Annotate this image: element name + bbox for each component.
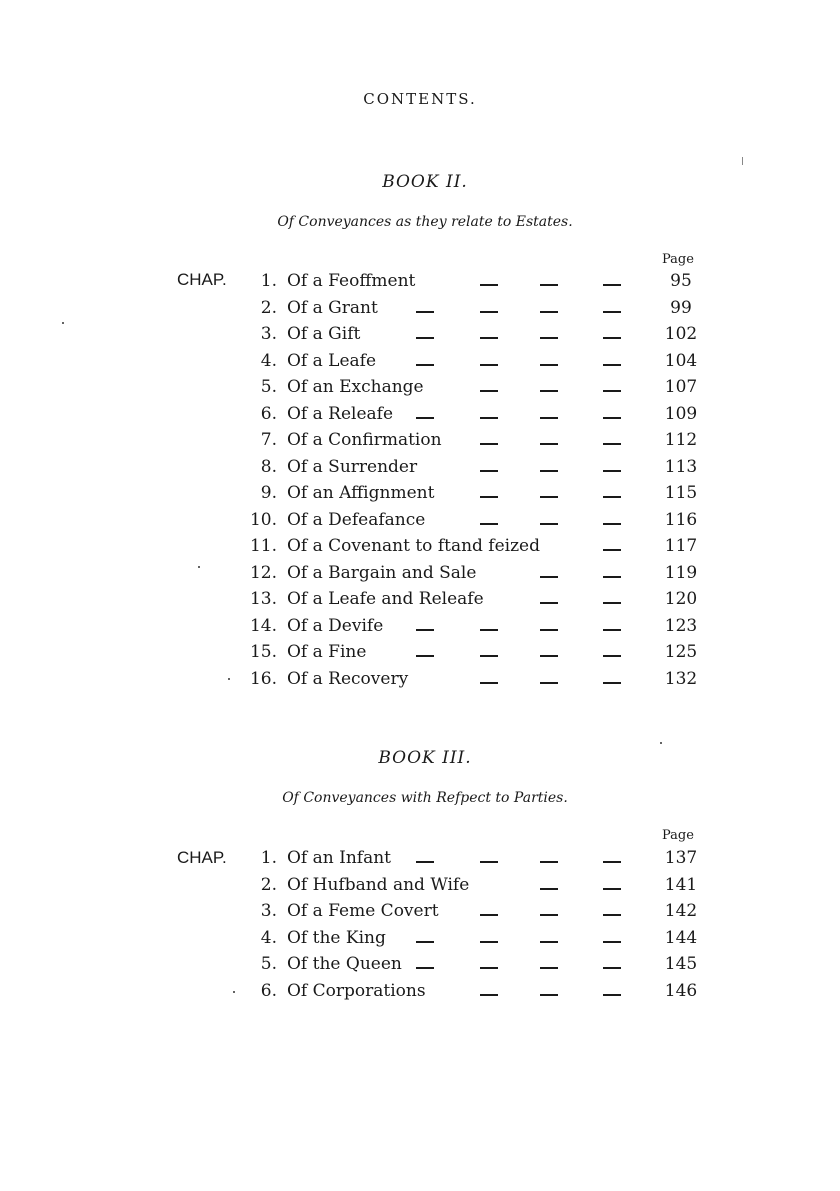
- chapter-title: Of an Exchange: [287, 377, 424, 397]
- leader-dash: [540, 390, 558, 392]
- chapter-page-number: 132: [664, 668, 698, 689]
- leader-dash: [540, 311, 558, 313]
- leader-dash: [480, 496, 498, 498]
- chapter-number: 2.: [260, 297, 277, 318]
- chap-label: CHAP.: [177, 848, 227, 867]
- leader-dash: [540, 655, 558, 657]
- chapter-number: 5.: [260, 954, 277, 974]
- chapter-title: Of a Gift: [287, 324, 361, 344]
- leader-dash: [480, 861, 498, 863]
- toc-entry: [0, 848, 840, 875]
- toc-entry: [0, 589, 840, 616]
- leader-dash: [480, 941, 498, 943]
- chapter-title: Of a Feme Covert: [287, 901, 439, 921]
- chapter-title: Of a Recovery: [287, 668, 409, 689]
- leader-dash: [603, 496, 621, 498]
- leader-dash: [540, 364, 558, 366]
- toc-entry: [0, 324, 840, 351]
- book-2-chapter-list: [0, 271, 840, 695]
- chapter-page-number: 146: [664, 980, 698, 1001]
- leader-dash: [480, 629, 498, 631]
- chapter-page-number: 109: [664, 403, 698, 424]
- toc-entry: [0, 377, 840, 404]
- book-title: BOOK II.: [382, 172, 468, 192]
- page-edge-mark: [742, 157, 743, 165]
- leader-dash: [603, 655, 621, 657]
- leader-dash: [540, 284, 558, 286]
- leader-dash: [540, 888, 558, 890]
- chapter-title: Of the Queen: [287, 954, 402, 974]
- leader-dash: [603, 682, 621, 684]
- chapter-number: 9.: [260, 483, 277, 503]
- leader-dash: [416, 311, 434, 313]
- leader-dash: [416, 941, 434, 943]
- leader-dash: [416, 337, 434, 339]
- print-speck: [660, 742, 662, 744]
- chapter-number: 6.: [260, 980, 277, 1001]
- print-speck: [233, 991, 235, 993]
- leader-dash: [603, 602, 621, 604]
- chapter-page-number: 113: [664, 456, 698, 477]
- chapter-number: 10.: [249, 509, 277, 530]
- chapter-number: 7.: [260, 430, 277, 450]
- chapter-page-number: 125: [664, 642, 698, 662]
- leader-dash: [480, 417, 498, 419]
- chapter-page-number: 99: [670, 297, 692, 318]
- chapter-title: Of the King: [287, 927, 386, 948]
- leader-dash: [480, 443, 498, 445]
- chapter-page-number: 117: [664, 536, 698, 556]
- chapter-number: 1.: [260, 271, 277, 291]
- chapter-page-number: 120: [664, 589, 698, 609]
- chapter-number: 15.: [249, 642, 277, 662]
- toc-entry: [0, 642, 840, 669]
- toc-entry: [0, 510, 840, 537]
- chapter-number: 13.: [249, 589, 277, 609]
- page-column-label: Page: [662, 828, 694, 843]
- toc-entry: [0, 669, 840, 696]
- chapter-title: Of a Releafe: [287, 403, 394, 424]
- leader-dash: [603, 549, 621, 551]
- leader-dash: [540, 629, 558, 631]
- leader-dash: [540, 861, 558, 863]
- leader-dash: [416, 629, 434, 631]
- toc-entry: [0, 875, 840, 902]
- book-title: BOOK III.: [378, 748, 472, 768]
- chapter-page-number: 112: [664, 430, 698, 450]
- leader-dash: [480, 390, 498, 392]
- chapter-title: Of an Infant: [287, 848, 391, 868]
- leader-dash: [603, 337, 621, 339]
- print-speck: [228, 678, 230, 680]
- toc-entry: [0, 954, 840, 981]
- toc-entry: [0, 351, 840, 378]
- leader-dash: [540, 576, 558, 578]
- chapter-page-number: 102: [664, 324, 698, 344]
- chapter-title: Of a Devife: [287, 615, 384, 636]
- leader-dash: [480, 994, 498, 996]
- chapter-number: 11.: [249, 536, 277, 556]
- leader-dash: [480, 682, 498, 684]
- leader-dash: [480, 284, 498, 286]
- leader-dash: [603, 967, 621, 969]
- toc-entry: [0, 981, 840, 1008]
- leader-dash: [540, 337, 558, 339]
- leader-dash: [603, 364, 621, 366]
- leader-dash: [540, 941, 558, 943]
- chapter-page-number: 137: [664, 848, 698, 868]
- chapter-page-number: 104: [664, 350, 698, 371]
- leader-dash: [480, 337, 498, 339]
- leader-dash: [540, 914, 558, 916]
- leader-dash: [540, 602, 558, 604]
- toc-entry: [0, 901, 840, 928]
- book-2-header: [0, 172, 840, 230]
- leader-dash: [603, 311, 621, 313]
- chapter-number: 12.: [249, 562, 277, 583]
- book-subtitle: Of Conveyances with Refpect to Parties.: [282, 790, 568, 806]
- chapter-number: 3.: [260, 901, 277, 921]
- chapter-page-number: 123: [664, 615, 698, 636]
- chap-label: CHAP.: [177, 270, 227, 289]
- chapter-number: 16.: [249, 668, 277, 689]
- leader-dash: [603, 443, 621, 445]
- chapter-number: 3.: [260, 324, 277, 344]
- chapter-title: Of a Covenant to ftand feized: [287, 536, 540, 556]
- leader-dash: [480, 655, 498, 657]
- toc-entry: [0, 928, 840, 955]
- chapter-number: 8.: [260, 456, 277, 477]
- leader-dash: [603, 629, 621, 631]
- chapter-title: Of an Affignment: [287, 483, 435, 503]
- toc-entry: [0, 404, 840, 431]
- leader-dash: [480, 311, 498, 313]
- chapter-page-number: 141: [664, 874, 698, 895]
- toc-entry: [0, 536, 840, 563]
- print-speck: [62, 322, 64, 324]
- toc-entry: [0, 563, 840, 590]
- leader-dash: [480, 523, 498, 525]
- chapter-page-number: 116: [664, 509, 698, 530]
- chapter-title: Of a Confirmation: [287, 430, 442, 450]
- leader-dash: [480, 967, 498, 969]
- chapter-title: Of a Fine: [287, 642, 367, 662]
- leader-dash: [416, 967, 434, 969]
- print-speck: [198, 566, 200, 568]
- leader-dash: [416, 861, 434, 863]
- leader-dash: [603, 470, 621, 472]
- leader-dash: [540, 967, 558, 969]
- book-3-header: [0, 748, 840, 806]
- chapter-page-number: 115: [664, 483, 698, 503]
- chapter-number: 2.: [260, 874, 277, 895]
- leader-dash: [540, 443, 558, 445]
- chapter-page-number: 142: [664, 901, 698, 921]
- leader-dash: [540, 417, 558, 419]
- leader-dash: [603, 284, 621, 286]
- toc-entry: [0, 483, 840, 510]
- leader-dash: [480, 364, 498, 366]
- leader-dash: [540, 523, 558, 525]
- leader-dash: [603, 417, 621, 419]
- leader-dash: [416, 364, 434, 366]
- leader-dash: [416, 417, 434, 419]
- chapter-title: Of a Leafe: [287, 350, 377, 371]
- leader-dash: [603, 941, 621, 943]
- toc-entry: [0, 298, 840, 325]
- leader-dash: [603, 914, 621, 916]
- toc-entry: [0, 430, 840, 457]
- leader-dash: [540, 682, 558, 684]
- leader-dash: [603, 861, 621, 863]
- toc-entry: [0, 271, 840, 298]
- chapter-page-number: 95: [670, 271, 692, 291]
- book-subtitle: Of Conveyances as they relate to Estates.: [277, 214, 573, 230]
- leader-dash: [540, 470, 558, 472]
- chapter-title: Of a Grant: [287, 297, 378, 318]
- leader-dash: [480, 470, 498, 472]
- chapter-number: 5.: [260, 377, 277, 397]
- chapter-title: Of a Feoffment: [287, 271, 416, 291]
- leader-dash: [603, 888, 621, 890]
- chapter-title: Of a Leafe and Releafe: [287, 589, 484, 609]
- chapter-page-number: 119: [664, 562, 698, 583]
- chapter-number: 4.: [260, 927, 277, 948]
- leader-dash: [603, 576, 621, 578]
- chapter-number: 14.: [249, 615, 277, 636]
- page-title: CONTENTS.: [363, 90, 477, 108]
- chapter-page-number: 107: [664, 377, 698, 397]
- chapter-page-number: 145: [664, 954, 698, 974]
- chapter-number: 4.: [260, 350, 277, 371]
- leader-dash: [480, 914, 498, 916]
- leader-dash: [603, 390, 621, 392]
- chapter-title: Of a Surrender: [287, 456, 418, 477]
- chapter-number: 6.: [260, 403, 277, 424]
- page-column-label: Page: [662, 252, 694, 267]
- chapter-title: Of a Defeafance: [287, 509, 426, 530]
- chapter-title: Of Hufband and Wife: [287, 874, 470, 895]
- leader-dash: [416, 655, 434, 657]
- chapter-number: 1.: [260, 848, 277, 868]
- book-3-chapter-list: [0, 848, 840, 1007]
- toc-entry: [0, 457, 840, 484]
- chapter-page-number: 144: [664, 927, 698, 948]
- leader-dash: [540, 994, 558, 996]
- leader-dash: [603, 523, 621, 525]
- leader-dash: [603, 994, 621, 996]
- toc-entry: [0, 616, 840, 643]
- chapter-title: Of a Bargain and Sale: [287, 562, 477, 583]
- chapter-title: Of Corporations: [287, 980, 426, 1001]
- leader-dash: [540, 496, 558, 498]
